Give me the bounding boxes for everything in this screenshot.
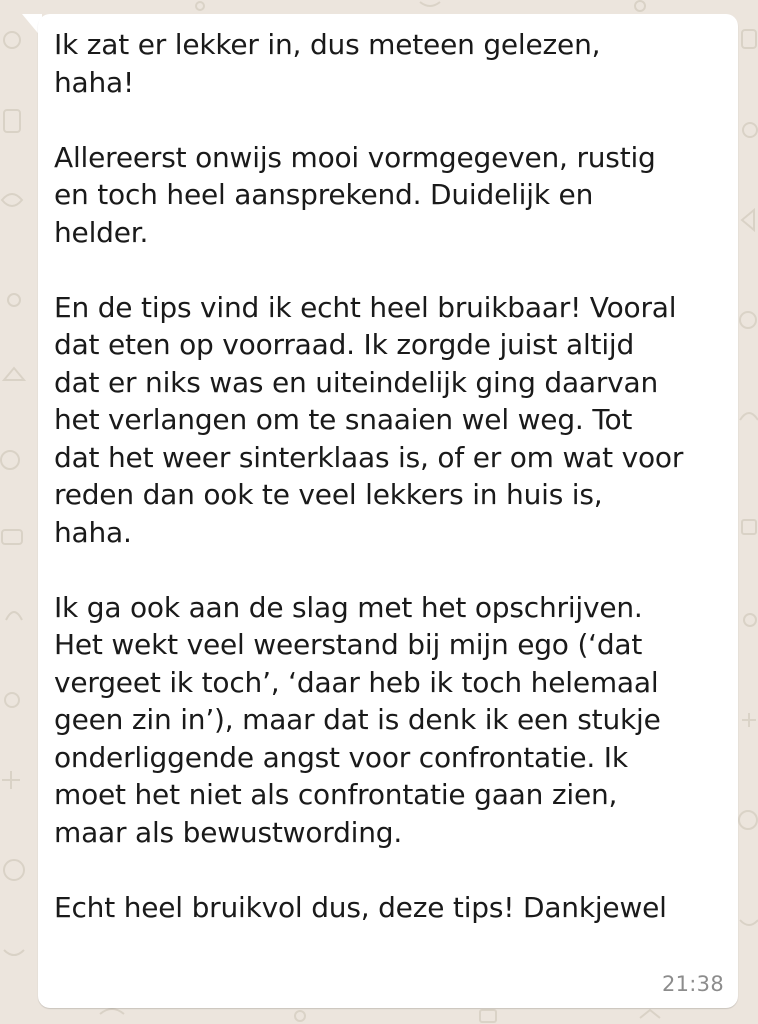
message-paragraph: Ik ga ook aan de slag met het opschrijven. Het wekt veel weerstand bij mijn ego (‘dat vergeet ik toch’, ‘daar heb ik toch helemaal geen zin in’), maar dat is denk ik een stukje onderliggende angst voor confrontatie. Ik moet het niet als confrontatie gaan zien, maar als bewustwording. <box>54 590 661 849</box>
message-paragraph: En de tips vind ik echt heel bruikbaar! Vooral dat eten op voorraad. Ik zorgde juist altijd dat er niks was en uiteindelijk ging daarvan het verlangen om te snaaien wel weg. Tot dat het weer sinterklaas is, of er om wat voor reden dan ook te veel lekkers in huis is, haha. <box>54 290 684 549</box>
message-paragraph: Echt heel bruikvol dus, deze tips! Dankjewel <box>54 890 667 924</box>
message-text <box>54 26 734 926</box>
message-paragraph: Allereerst onwijs mooi vormgegeven, rustig en toch heel aansprekend. Duidelijk en helder. <box>54 140 656 249</box>
message-timestamp: 21:38 <box>661 972 724 996</box>
message-paragraph: Ik zat er lekker in, dus meteen gelezen, haha! <box>54 28 601 99</box>
